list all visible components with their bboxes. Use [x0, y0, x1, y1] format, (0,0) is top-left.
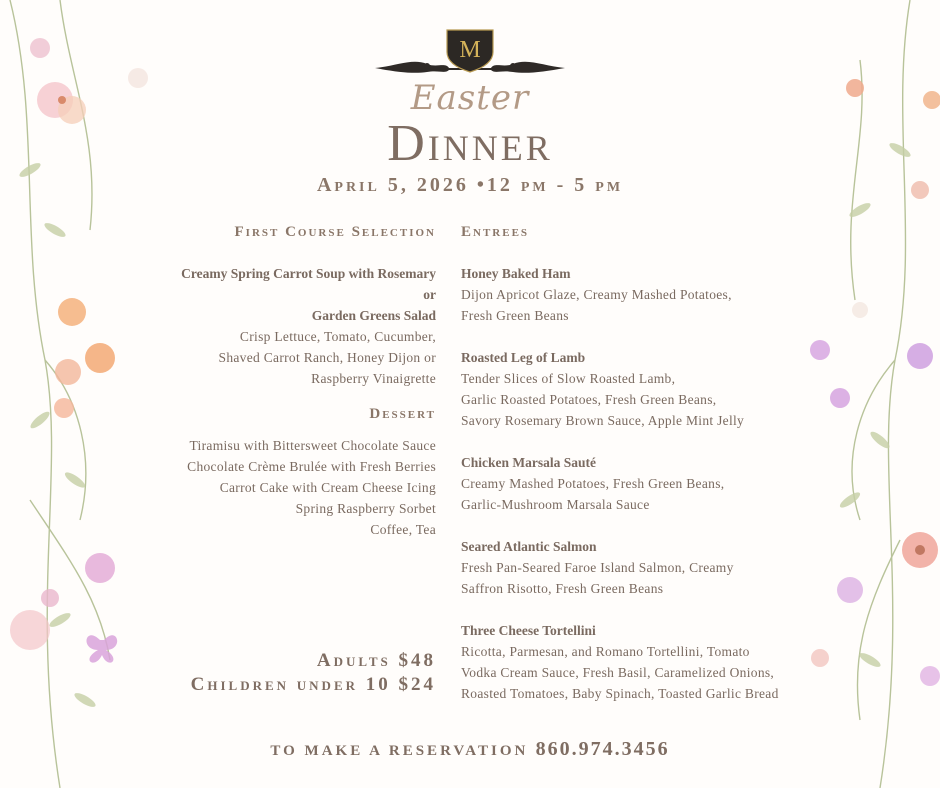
entree-desc-line: Ricotta, Parmesan, and Romano Tortellini, Tomato [461, 644, 750, 659]
entree-desc-line: Vodka Cream Sauce, Fresh Basil, Caramelized Onions, [461, 665, 775, 680]
dessert-item: Chocolate Crème Brulée with Fresh Berries [187, 459, 436, 474]
dessert-item: Tiramisu with Bittersweet Chocolate Sauce [189, 438, 436, 453]
salad-title: Garden Greens Salad [311, 308, 436, 323]
orange-flower-icon [54, 298, 115, 418]
reservation-phone[interactable]: 860.974.3456 [535, 738, 670, 760]
event-date: April 5, 2026 •12 pm - 5 pm [316, 174, 624, 196]
entree-item [461, 536, 831, 599]
page-title: Dinner [387, 115, 553, 172]
poppy-flower-icon [902, 532, 938, 568]
entree-desc-line: Saffron Risotto, Fresh Green Beans [461, 581, 664, 596]
or-label: or [423, 287, 436, 302]
salad-desc-line: Raspberry Vinaigrette [311, 371, 436, 386]
dessert-item: Carrot Cake with Cream Cheese Icing [219, 480, 436, 495]
left-column [130, 224, 436, 540]
reservation-line [0, 738, 940, 761]
entree-desc-line: Garlic Roasted Potatoes, Fresh Green Beans, [461, 392, 717, 407]
restaurant-logo [367, 28, 573, 78]
entree-title: Seared Atlantic Salmon [461, 539, 597, 554]
entree-item [461, 263, 831, 326]
entree-desc-line: Savory Rosemary Brown Sauce, Apple Mint Jelly [461, 413, 745, 428]
entree-item [461, 452, 831, 515]
entree-title: Three Cheese Tortellini [461, 623, 596, 638]
logo-letter: M [459, 37, 481, 63]
entree-desc-line: Roasted Tomatoes, Baby Spinach, Toasted Garlic Bread [461, 686, 779, 701]
entree-desc-line: Fresh Green Beans [461, 308, 569, 323]
children-price: Children under 10 $24 [190, 674, 436, 695]
entree-desc-line: Creamy Mashed Potatoes, Fresh Green Beans, [461, 476, 725, 491]
entrees-column [461, 224, 831, 704]
entrees-heading: Entrees [461, 224, 530, 240]
entree-desc-line: Garlic-Mushroom Marsala Sauce [461, 497, 650, 512]
adults-price: Adults $48 [316, 650, 436, 671]
entree-desc-line: Tender Slices of Slow Roasted Lamb, [461, 371, 676, 386]
entree-item [461, 347, 831, 431]
reservation-label: TO MAKE A RESERVATION [270, 743, 529, 759]
dessert-item: Spring Raspberry Sorbet [295, 501, 436, 516]
entree-title: Chicken Marsala Sauté [461, 455, 596, 470]
entree-item [461, 620, 831, 704]
dessert-heading: Dessert [369, 406, 436, 422]
first-course-heading: First Course Selection [234, 224, 436, 240]
entree-title: Roasted Leg of Lamb [461, 350, 586, 365]
soup-option: Creamy Spring Carrot Soup with Rosemary [181, 266, 436, 281]
purple-flower-icon [10, 553, 115, 650]
entree-desc-line: Dijon Apricot Glaze, Creamy Mashed Potatoes, [461, 287, 732, 302]
dessert-item: Coffee, Tea [370, 522, 436, 537]
entree-title: Honey Baked Ham [461, 266, 571, 281]
entree-desc-line: Fresh Pan-Seared Faroe Island Salmon, Creamy [461, 560, 734, 575]
salad-desc-line: Shaved Carrot Ranch, Honey Dijon or [218, 350, 436, 365]
salad-desc-line: Crisp Lettuce, Tomato, Cucumber, [239, 329, 436, 344]
script-title: Easter [410, 78, 530, 118]
